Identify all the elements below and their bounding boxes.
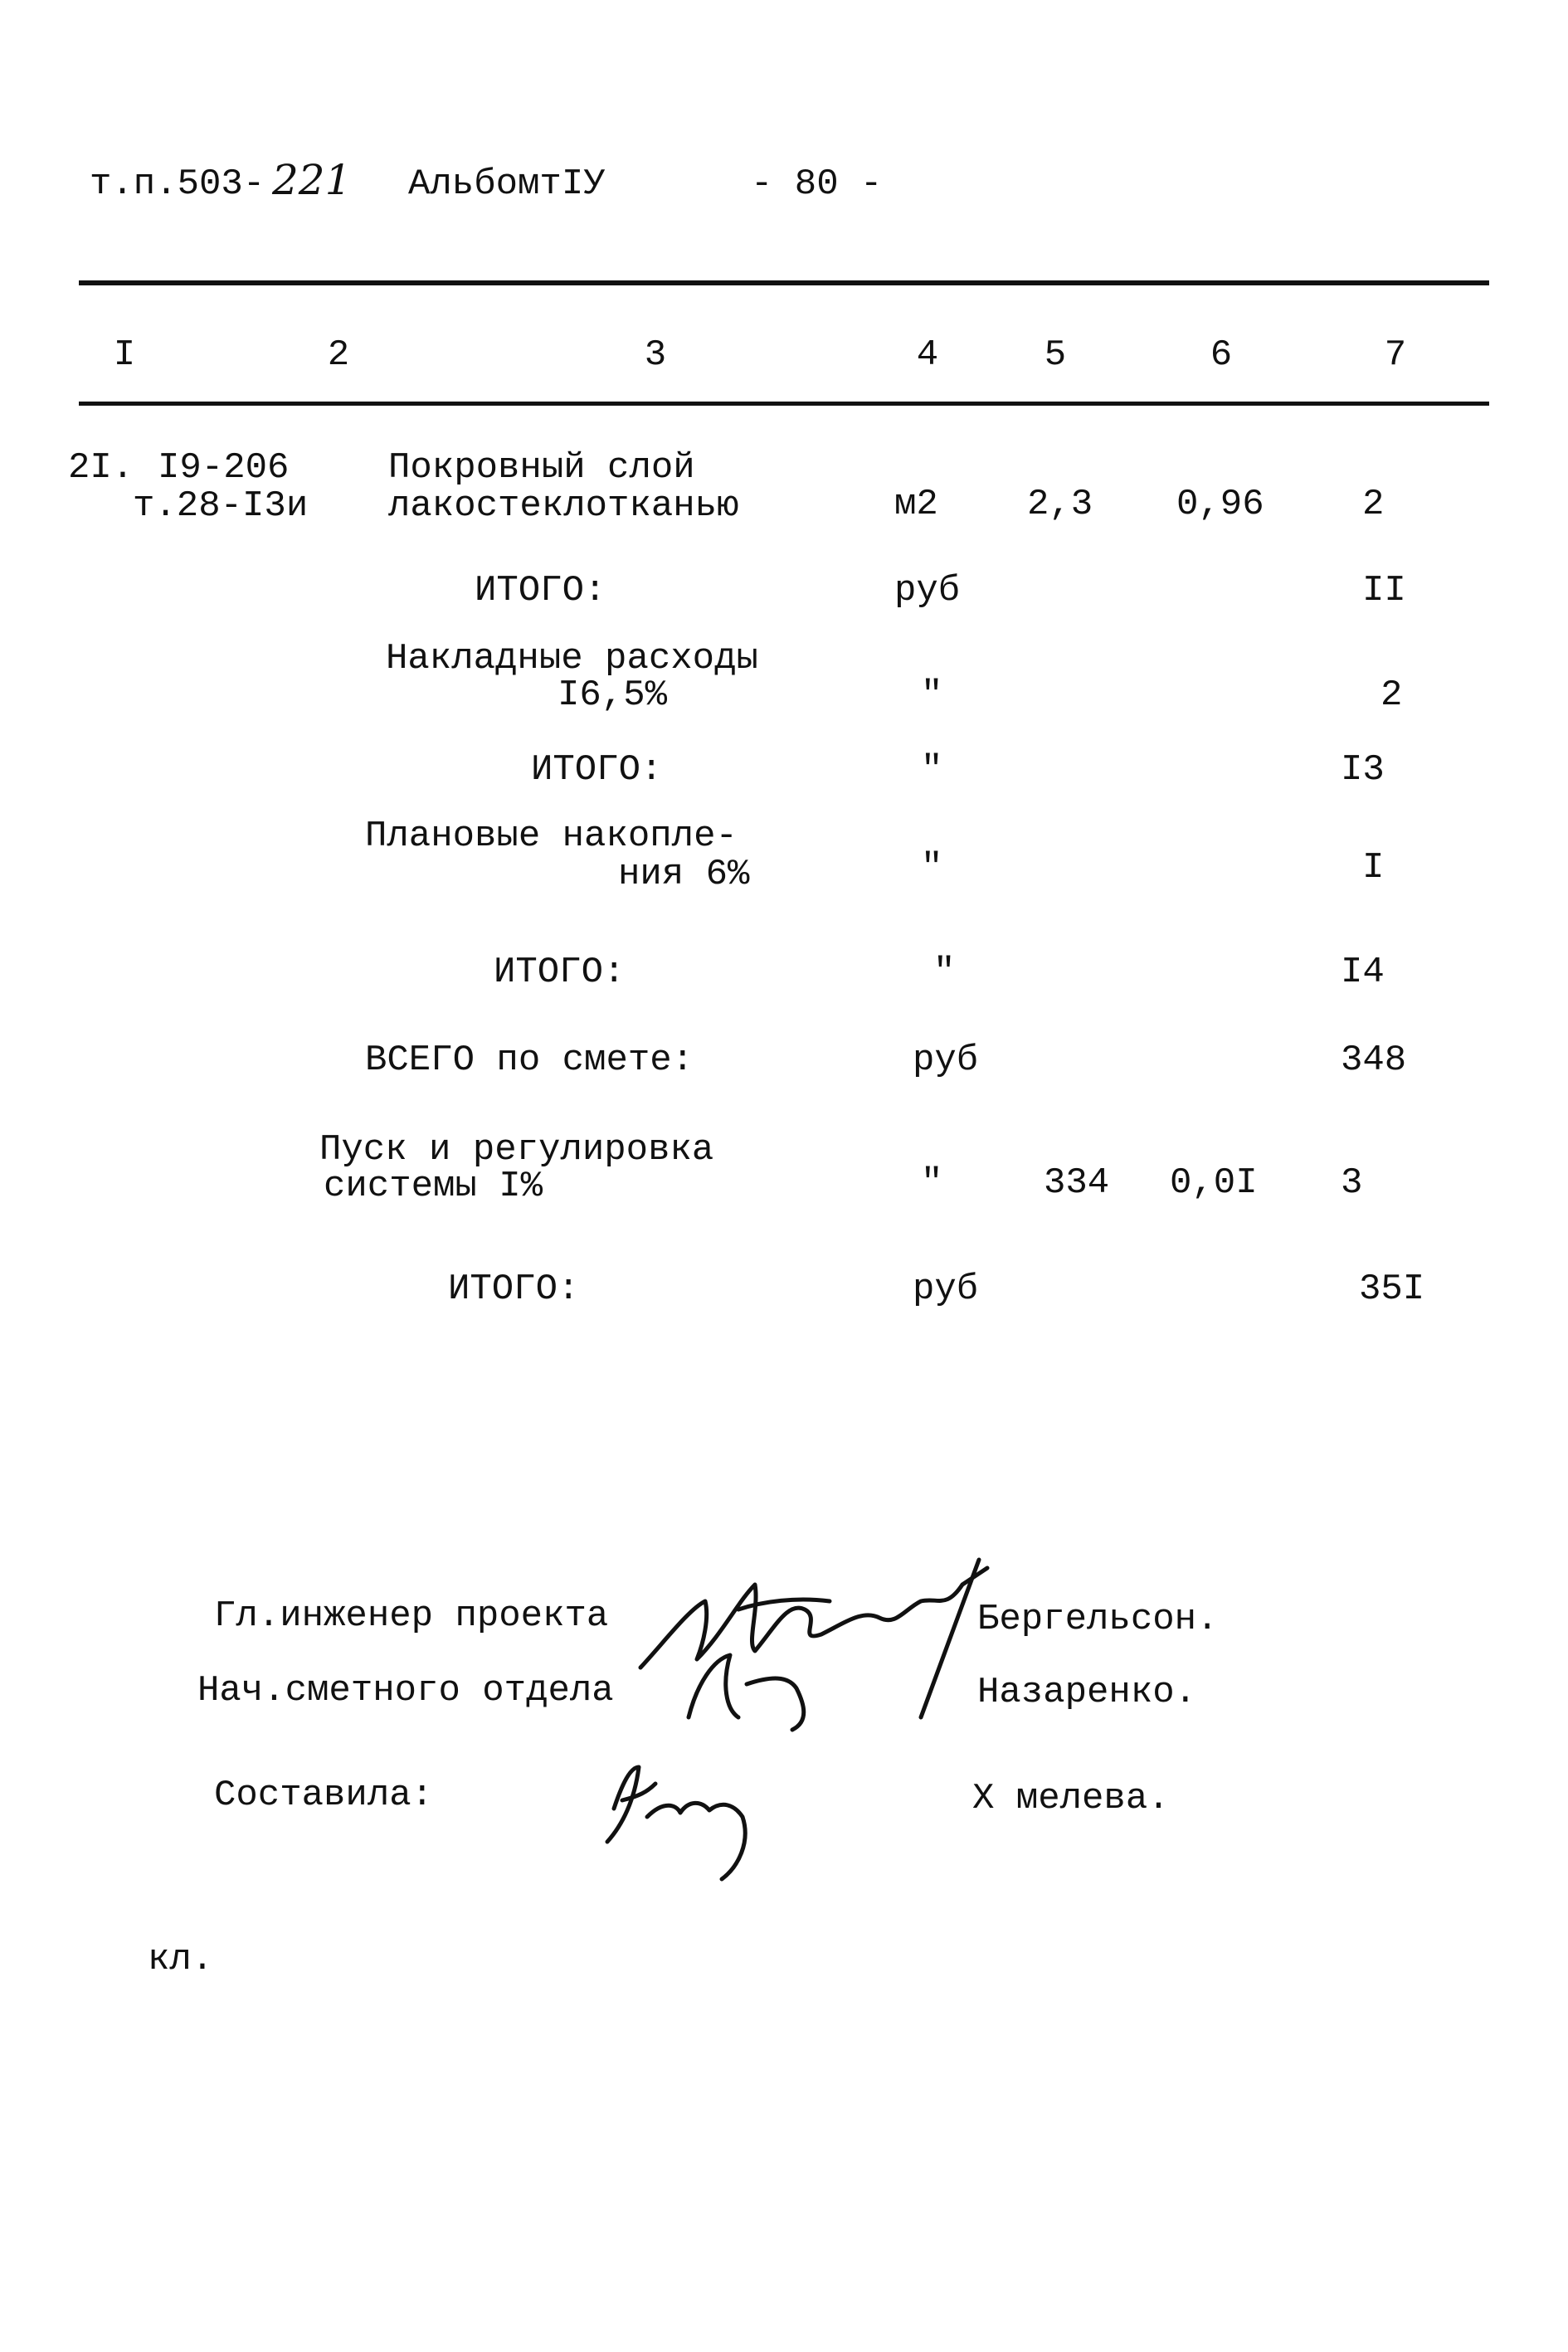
page-number: - 80 - — [751, 163, 883, 205]
item-qty: 2,3 — [1027, 484, 1093, 525]
pusk-unit: " — [921, 1162, 943, 1204]
overhead-line2: I6,5% — [558, 674, 668, 716]
itogo-3-unit: " — [933, 952, 956, 993]
estimate-head-title: Нач.сметного отдела — [197, 1670, 614, 1712]
table-header-rule — [79, 402, 1489, 406]
pusk-line2: системы I% — [324, 1166, 543, 1207]
col-header-3: 3 — [644, 334, 667, 376]
item-price: 0,96 — [1176, 484, 1264, 525]
overhead-total: 2 — [1381, 674, 1403, 716]
itogo-2-total: I3 — [1341, 749, 1385, 791]
item-code-line2: т.28-I3и — [133, 485, 309, 527]
chief-engineer-title: Гл.инженер проекта — [214, 1595, 609, 1637]
doc-prefix: т.п.503- — [90, 163, 265, 205]
pusk-total: 3 — [1341, 1162, 1363, 1204]
col-header-1: I — [113, 334, 136, 376]
item-number: 2I. — [68, 447, 134, 489]
table-top-rule — [79, 280, 1489, 285]
overhead-unit: " — [921, 674, 943, 716]
itogo-3-total: I4 — [1341, 952, 1385, 993]
vsego-label: ВСЕГО по смете: — [365, 1040, 694, 1081]
col-header-7: 7 — [1384, 334, 1407, 376]
item-total: 2 — [1362, 484, 1385, 525]
planned-line2: ния 6% — [618, 854, 750, 895]
planned-total: I — [1362, 847, 1385, 889]
compiled-name: Х мелева. — [972, 1778, 1170, 1819]
item-code-line1: I9-206 — [158, 447, 290, 489]
planned-line1: Плановые накопле- — [365, 816, 738, 857]
doc-number-handwritten: 221 — [272, 156, 352, 204]
itogo-4-unit: руб — [913, 1269, 979, 1310]
compiled-title: Составила: — [214, 1775, 434, 1816]
album-label: АльбомтIУ — [408, 163, 606, 205]
itogo-2-label: ИТОГО: — [531, 749, 663, 791]
signature-compiler — [597, 1751, 763, 1892]
chief-engineer-name: Бергельсон. — [977, 1599, 1219, 1640]
pusk-price: 0,0I — [1170, 1162, 1258, 1204]
col-header-5: 5 — [1044, 334, 1067, 376]
item-desc-line1: Покровный слой — [388, 447, 695, 489]
vsego-unit: руб — [913, 1040, 979, 1081]
itogo-4-label: ИТОГО: — [448, 1269, 580, 1310]
estimate-head-name: Назаренко. — [977, 1672, 1197, 1713]
itogo-4-total: 35I — [1359, 1269, 1425, 1310]
planned-unit: " — [921, 847, 943, 889]
pusk-qty: 334 — [1044, 1162, 1110, 1204]
itogo-2-unit: " — [921, 749, 943, 791]
itogo-1-total: II — [1362, 570, 1406, 611]
footer-mark: кл. — [148, 1939, 214, 1980]
vsego-total: 348 — [1341, 1040, 1407, 1081]
item-unit: м2 — [894, 484, 938, 525]
itogo-1-label: ИТОГО: — [475, 570, 606, 611]
overhead-line1: Накладные расходы — [386, 638, 758, 679]
col-header-4: 4 — [916, 334, 939, 376]
itogo-3-label: ИТОГО: — [494, 952, 626, 993]
pusk-line1: Пуск и регулировка — [319, 1129, 714, 1171]
itogo-1-unit: руб — [894, 570, 961, 611]
signature-chief-engineer — [631, 1551, 1012, 1742]
col-header-6: 6 — [1210, 334, 1233, 376]
col-header-2: 2 — [327, 334, 350, 376]
item-desc-line2: лакостеклотканью — [388, 485, 739, 527]
